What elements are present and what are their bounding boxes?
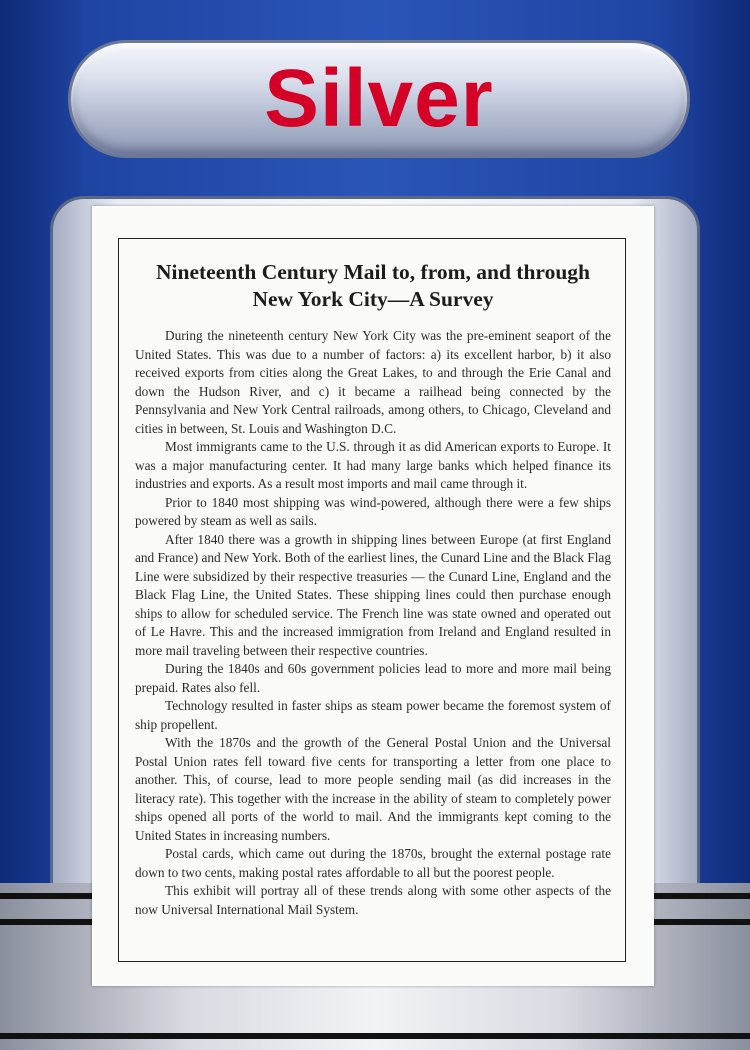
paragraph-7: With the 1870s and the growth of the General Postal Union and the Universal Postal Union rates fell toward five cents for transporting a letter from one place to another. This, of course, lead to more people sending mail (as did increases in the literacy rate). This together with the increase in the ability of steam to completely power ships opened all ports of the world to mail. And the immigrants kept coming to the United States in increasing numbers.: [135, 735, 611, 843]
document-title: [135, 259, 611, 313]
paragraph-1: During the nineteenth century New York City was the pre-eminent seaport of the United States. This was due to a number of factors: a) its excellent harbor, b) it also received exports from cities along the Great Lakes, to and through the Erie Canal and down the Hudson River, and c) it became a railhead being connected by the Pennsylvania and New York Central railroads, among others, to Chicago, Cleveland and cities in between, St. Louis and Washington D.C.: [135, 328, 611, 436]
paragraph-2: Most immigrants came to the U.S. through it as did American exports to Europe. It was a major manufacturing center. It had many large banks which helped finance its industries and exports. As a result most imports and mail came through it.: [135, 439, 611, 491]
paragraph-3: Prior to 1840 most shipping was wind-powered, although there were a few ships powered by steam as well as sails.: [135, 494, 611, 528]
award-title: Silver: [264, 53, 494, 144]
paragraph-4: After 1840 there was a growth in shipping lines between Europe (at first England and France) and New York. Both of the earliest lines, the Cunard Line and the Black Flag Line were subsidized by their respective treasuries — the Cunard Line, England and the Black Flag Line, the United States. These shipping lines could then purchase enough ships to allow for scheduled service. The French line was state owned and operated out of Le Havre. This and the increased immigration from Ireland and England resulted in more mail traveling between their respective countries.: [135, 531, 611, 658]
exhibit-page: [92, 206, 654, 986]
document-border: [118, 238, 626, 962]
paragraph-8: Postal cards, which came out during the 1870s, brought the external postage rate down to two cents, making postal rates affordable to all but the poorest people.: [135, 846, 611, 880]
paragraph-9: This exhibit will portray all of these trends along with some other aspects of the now Universal International Mail System.: [135, 883, 611, 917]
title-line-2: New York City—A Survey: [252, 287, 494, 311]
stripe-divider: [0, 1033, 750, 1039]
title-line-1: Nineteenth Century Mail to, from, and through: [156, 260, 590, 284]
award-banner: [68, 40, 690, 158]
paragraph-5: During the 1840s and 60s government policies lead to more and more mail being prepaid. Rates also fell.: [135, 661, 611, 695]
paragraph-6: Technology resulted in faster ships as steam power became the foremost system of ship propellent.: [135, 698, 611, 732]
